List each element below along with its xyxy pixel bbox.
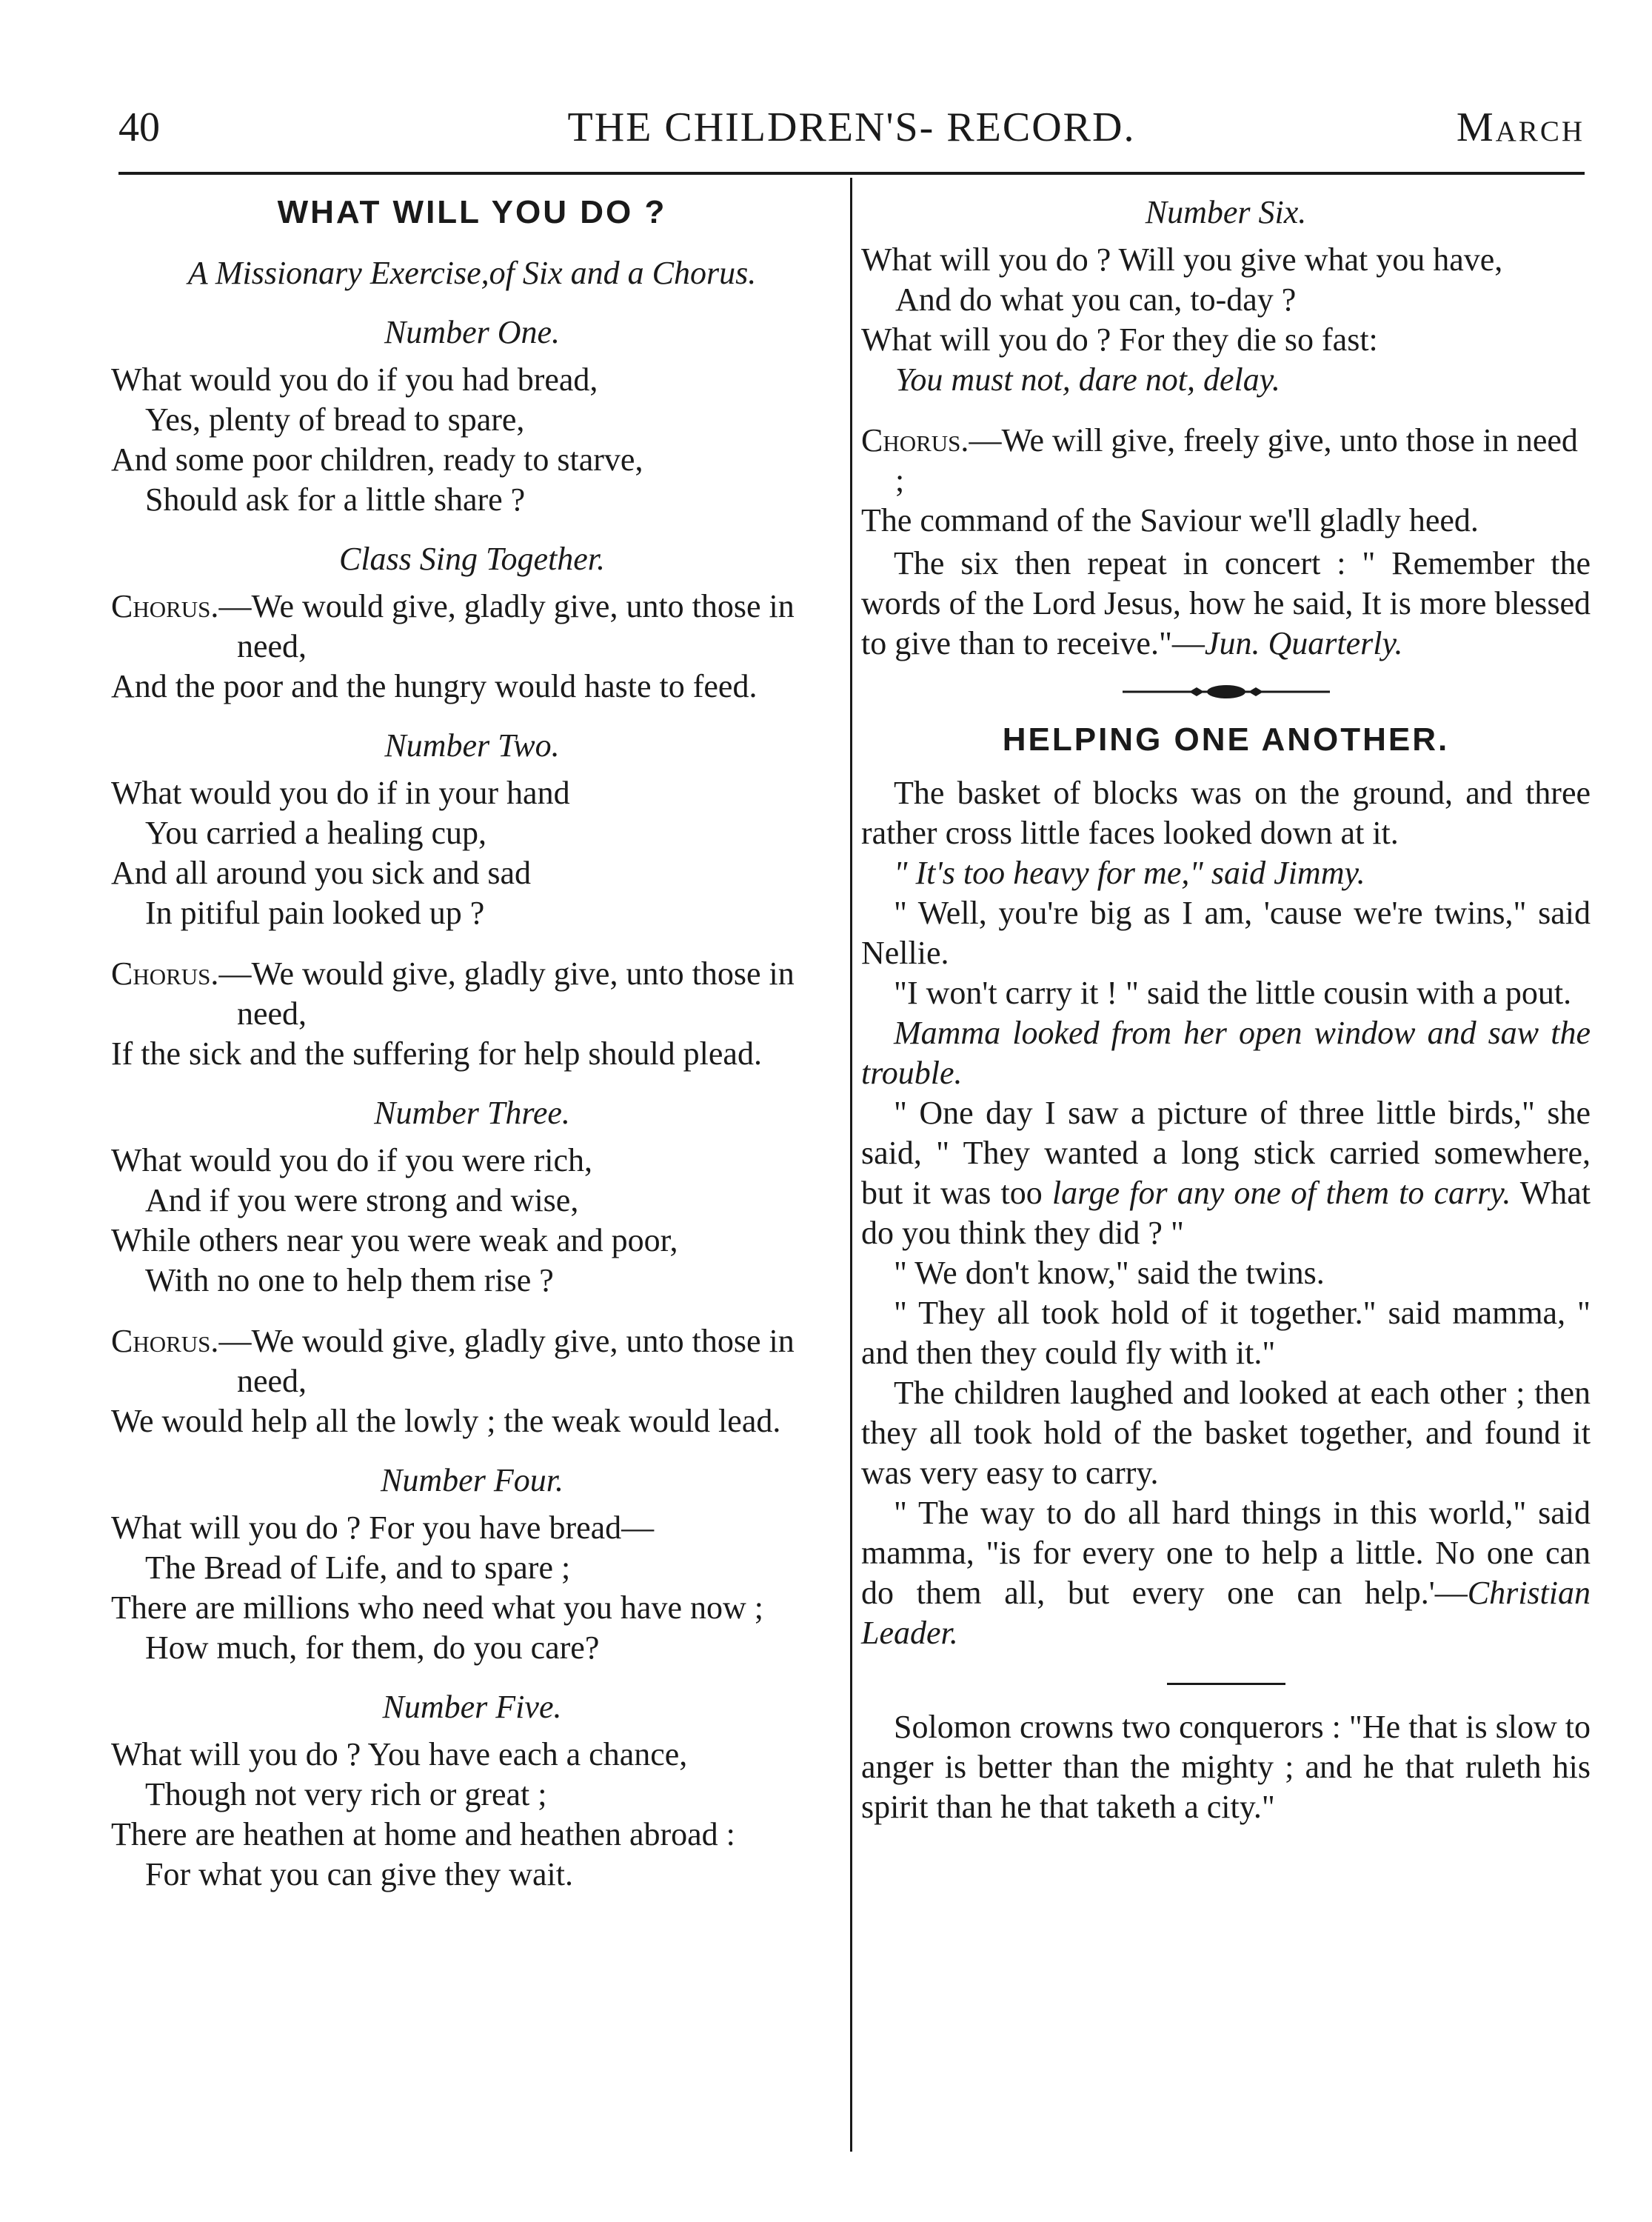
part-heading: Number Two.: [384, 727, 560, 764]
verse-line: And do what you can, to-day ?: [895, 281, 1297, 318]
part-heading: Number Four.: [381, 1462, 564, 1498]
publication-title: THE CHILDREN'S- RECORD.: [567, 104, 1136, 150]
verse-line: What will you do ? You have each a chance,: [111, 1736, 688, 1772]
article-title: WHAT WILL YOU DO ?: [277, 194, 667, 230]
verse-line: What will you do ? For they die so fast:: [861, 321, 1378, 358]
verse-4: [111, 1508, 833, 1668]
verse-2: [111, 773, 833, 933]
page-header: [118, 104, 1585, 163]
verse-3: [111, 1141, 833, 1301]
page-number: 40: [118, 104, 160, 150]
verse-6: [861, 240, 1591, 400]
verse-line: How much, for them, do you care?: [145, 1629, 600, 1666]
verse-line: You carried a healing cup,: [145, 815, 487, 851]
part-heading: Number Three.: [374, 1095, 570, 1131]
verse-line: With no one to help them rise ?: [145, 1262, 554, 1298]
part-heading: Number Five.: [382, 1689, 562, 1725]
left-column: [111, 178, 833, 1895]
story-paragraph: The basket of blocks was on the ground, and three rather cross little faces looked down at it.: [861, 775, 1591, 851]
story-text: " One day I saw a picture of three little birds," she said, " They wanted a long stick carried somewhere, but it was too: [861, 1095, 1591, 1211]
part-heading: Number Six.: [1145, 194, 1307, 230]
verse-line: The Bread of Life, and to spare ;: [145, 1549, 571, 1586]
chorus-line: And the poor and the hungry would haste to feed.: [111, 668, 758, 704]
story-text: What do you think they did ? ": [861, 1175, 1591, 1251]
closing-paragraph: Solomon crowns two conquerors : "He that is slow to anger is better than the mighty ; and he that ruleth his spirit than he that taketh a city.": [861, 1709, 1591, 1825]
verse-1: [111, 360, 833, 520]
verse-line: And if you were strong and wise,: [145, 1182, 579, 1218]
issue-month: March: [1456, 104, 1585, 150]
story-source: Christian Leader.: [861, 1575, 1591, 1651]
verse-line: What will you do ? For you have bread—: [111, 1509, 655, 1546]
verse-line: There are heathen at home and heathen abroad :: [111, 1816, 735, 1852]
verse-line: In pitiful pain looked up ?: [145, 895, 485, 931]
story-paragraph: "I won't carry it ! " said the little cousin with a pout.: [894, 975, 1572, 1011]
verse-line: For what you can give they wait.: [145, 1856, 573, 1892]
verse-line: And some poor children, ready to starve,: [111, 441, 643, 478]
story-paragraph: " They all took hold of it together." said mamma, " and then they could fly with it.": [861, 1295, 1591, 1371]
story-text: " The way to do all hard things in this world," said mamma, "is for every one to help a little. No one can do them all, but every one can help.'—: [861, 1495, 1591, 1611]
class-sing-heading: Class Sing Together.: [338, 541, 605, 577]
concert-text: The six then repeat in concert : " Remember the words of the Lord Jesus, how he said, It is more blessed to give than to receive."—: [861, 545, 1591, 661]
story-text: " It's too heavy for me," said Jimmy.: [894, 855, 1365, 891]
chorus-label: Chorus.: [861, 422, 969, 458]
verse-line: What will you do ? Will you give what you have,: [861, 241, 1503, 278]
verse-line: What would you do if in your hand: [111, 775, 570, 811]
verse-line: There are millions who need what you have now ;: [111, 1589, 763, 1626]
column-divider: [850, 178, 852, 2152]
verse-line: And all around you sick and sad: [111, 855, 531, 891]
verse-line: Though not very rich or great ;: [145, 1776, 547, 1812]
verse-5: [111, 1735, 833, 1895]
story-paragraph: [861, 1013, 1591, 1093]
short-rule: [1167, 1683, 1285, 1685]
story-paragraph: [861, 1093, 1591, 1253]
verse-line: What would you do if you had bread,: [111, 361, 598, 398]
header-rule: [118, 172, 1585, 175]
story-text: Mamma looked from her open window and saw the trouble.: [861, 1015, 1591, 1091]
chorus-1: [111, 587, 833, 667]
chorus-text: —We would give, gladly give, unto those in need,: [218, 955, 795, 1032]
part-heading: Number One.: [384, 314, 561, 350]
verse-line: What would you do if you were rich,: [111, 1142, 593, 1178]
concert-paragraph: [861, 544, 1591, 664]
story-text: large for any one of them to carry.: [1051, 1175, 1511, 1211]
story-body: [861, 773, 1591, 1653]
ornament-divider: [1115, 683, 1337, 701]
verse-line: Yes, plenty of bread to spare,: [145, 401, 525, 438]
chorus-label: Chorus.: [111, 588, 219, 624]
chorus-3: [111, 1321, 833, 1401]
right-column: [861, 178, 1591, 1827]
chorus-line: If the sick and the suffering for help should plead.: [111, 1035, 762, 1072]
chorus-line: We would help all the lowly ; the weak would lead.: [111, 1403, 781, 1439]
story-paragraph: " We don't know," said the twins.: [894, 1255, 1325, 1291]
chorus-label: Chorus.: [111, 1323, 219, 1359]
article-title: HELPING ONE ANOTHER.: [1002, 721, 1450, 758]
verse-line: While others near you were weak and poor,: [111, 1222, 678, 1258]
chorus-text: —We would give, gladly give, unto those in need,: [218, 1323, 795, 1399]
verse-line: You must not, dare not, delay.: [895, 361, 1280, 398]
verse-line: Should ask for a little share ?: [145, 481, 526, 518]
article-subtitle: A Missionary Exercise,of Six and a Chorus.: [187, 255, 757, 291]
chorus-6: [861, 421, 1591, 501]
concert-source: Jun. Quarterly.: [1204, 625, 1403, 661]
story-paragraph: " Well, you're big as I am, 'cause we're twins," said Nellie.: [861, 895, 1591, 971]
chorus-label: Chorus.: [111, 955, 219, 992]
story-paragraph: [861, 1493, 1591, 1653]
chorus-text: —We will give, freely give, unto those in need ;: [895, 422, 1578, 498]
chorus-text: —We would give, gladly give, unto those in need,: [218, 588, 795, 664]
chorus-2: [111, 954, 833, 1034]
chorus-line: The command of the Saviour we'll gladly heed.: [861, 502, 1479, 538]
story-paragraph: The children laughed and looked at each other ; then they all took hold of the basket together, and found it was very easy to carry.: [861, 1375, 1591, 1491]
story-paragraph: [861, 853, 1591, 893]
